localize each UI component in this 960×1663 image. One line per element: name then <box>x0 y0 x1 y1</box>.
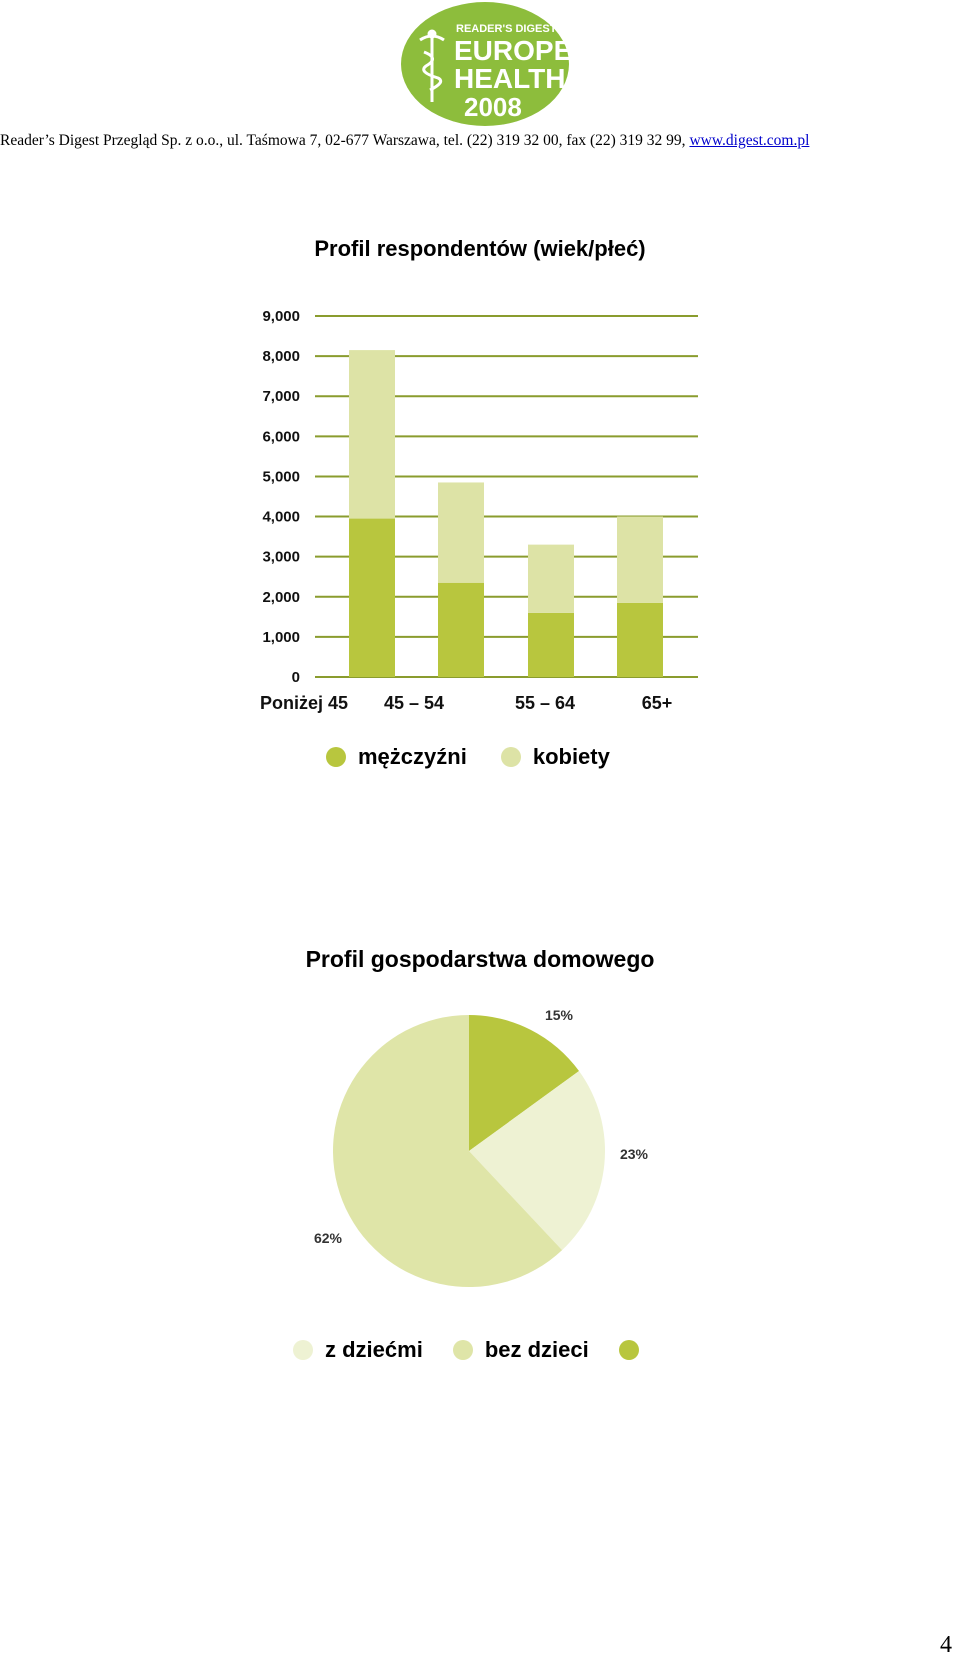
legend-label-children: z dziećmi <box>325 1337 423 1362</box>
website-link[interactable]: www.digest.com.pl <box>689 132 810 149</box>
pie-data-label: 23% <box>619 1146 649 1162</box>
legend-swatch-other <box>619 1340 639 1360</box>
y-tick-label: 2,000 <box>262 588 300 606</box>
logo-line-3: HEALTH <box>454 63 566 94</box>
legend-label-men: mężczyźni <box>358 744 467 769</box>
y-tick-label: 8,000 <box>262 348 300 366</box>
pie-data-label: 15% <box>544 1007 574 1023</box>
y-tick-label: 3,000 <box>262 548 300 566</box>
x-tick-label: 55 – 64 <box>514 693 576 713</box>
pie-legend <box>293 1337 651 1363</box>
logo-line-4: 2008 <box>464 92 522 122</box>
logo-line-2: EUROPE <box>454 35 573 66</box>
x-tick-label: 65+ <box>641 693 673 713</box>
pie-chart-title: Profil gospodarstwa domowego <box>305 946 655 972</box>
y-tick-label: 7,000 <box>262 388 300 406</box>
pie-data-label: 62% <box>313 1230 343 1246</box>
legend-label-no-children: bez dzieci <box>484 1337 589 1362</box>
y-tick-label: 1,000 <box>262 628 300 646</box>
y-tick-label: 4,000 <box>262 508 300 526</box>
legend-swatch-children <box>293 1340 313 1360</box>
legend-label-women: kobiety <box>532 744 610 769</box>
header-text: Reader’s Digest Przegląd Sp. z o.o., ul. Taśmowa 7, 02-677 Warszawa, tel. (22) 319 32 00, fax (22) 319 32 99, <box>0 132 690 149</box>
x-tick-label: Poniżej 45 <box>260 693 349 713</box>
logo-line-1: READER'S DIGEST <box>456 23 557 35</box>
y-tick-label: 9,000 <box>262 308 300 325</box>
bar-chart-title: Profil respondentów (wiek/płeć) <box>314 236 646 261</box>
y-tick-label: 5,000 <box>262 468 300 486</box>
y-tick-label: 6,000 <box>262 428 300 446</box>
page-number: 4 <box>940 1632 952 1658</box>
y-tick-label: 0 <box>291 669 300 686</box>
x-tick-label: 45 – 54 <box>383 693 445 713</box>
legend-swatch-no-children <box>453 1340 473 1360</box>
